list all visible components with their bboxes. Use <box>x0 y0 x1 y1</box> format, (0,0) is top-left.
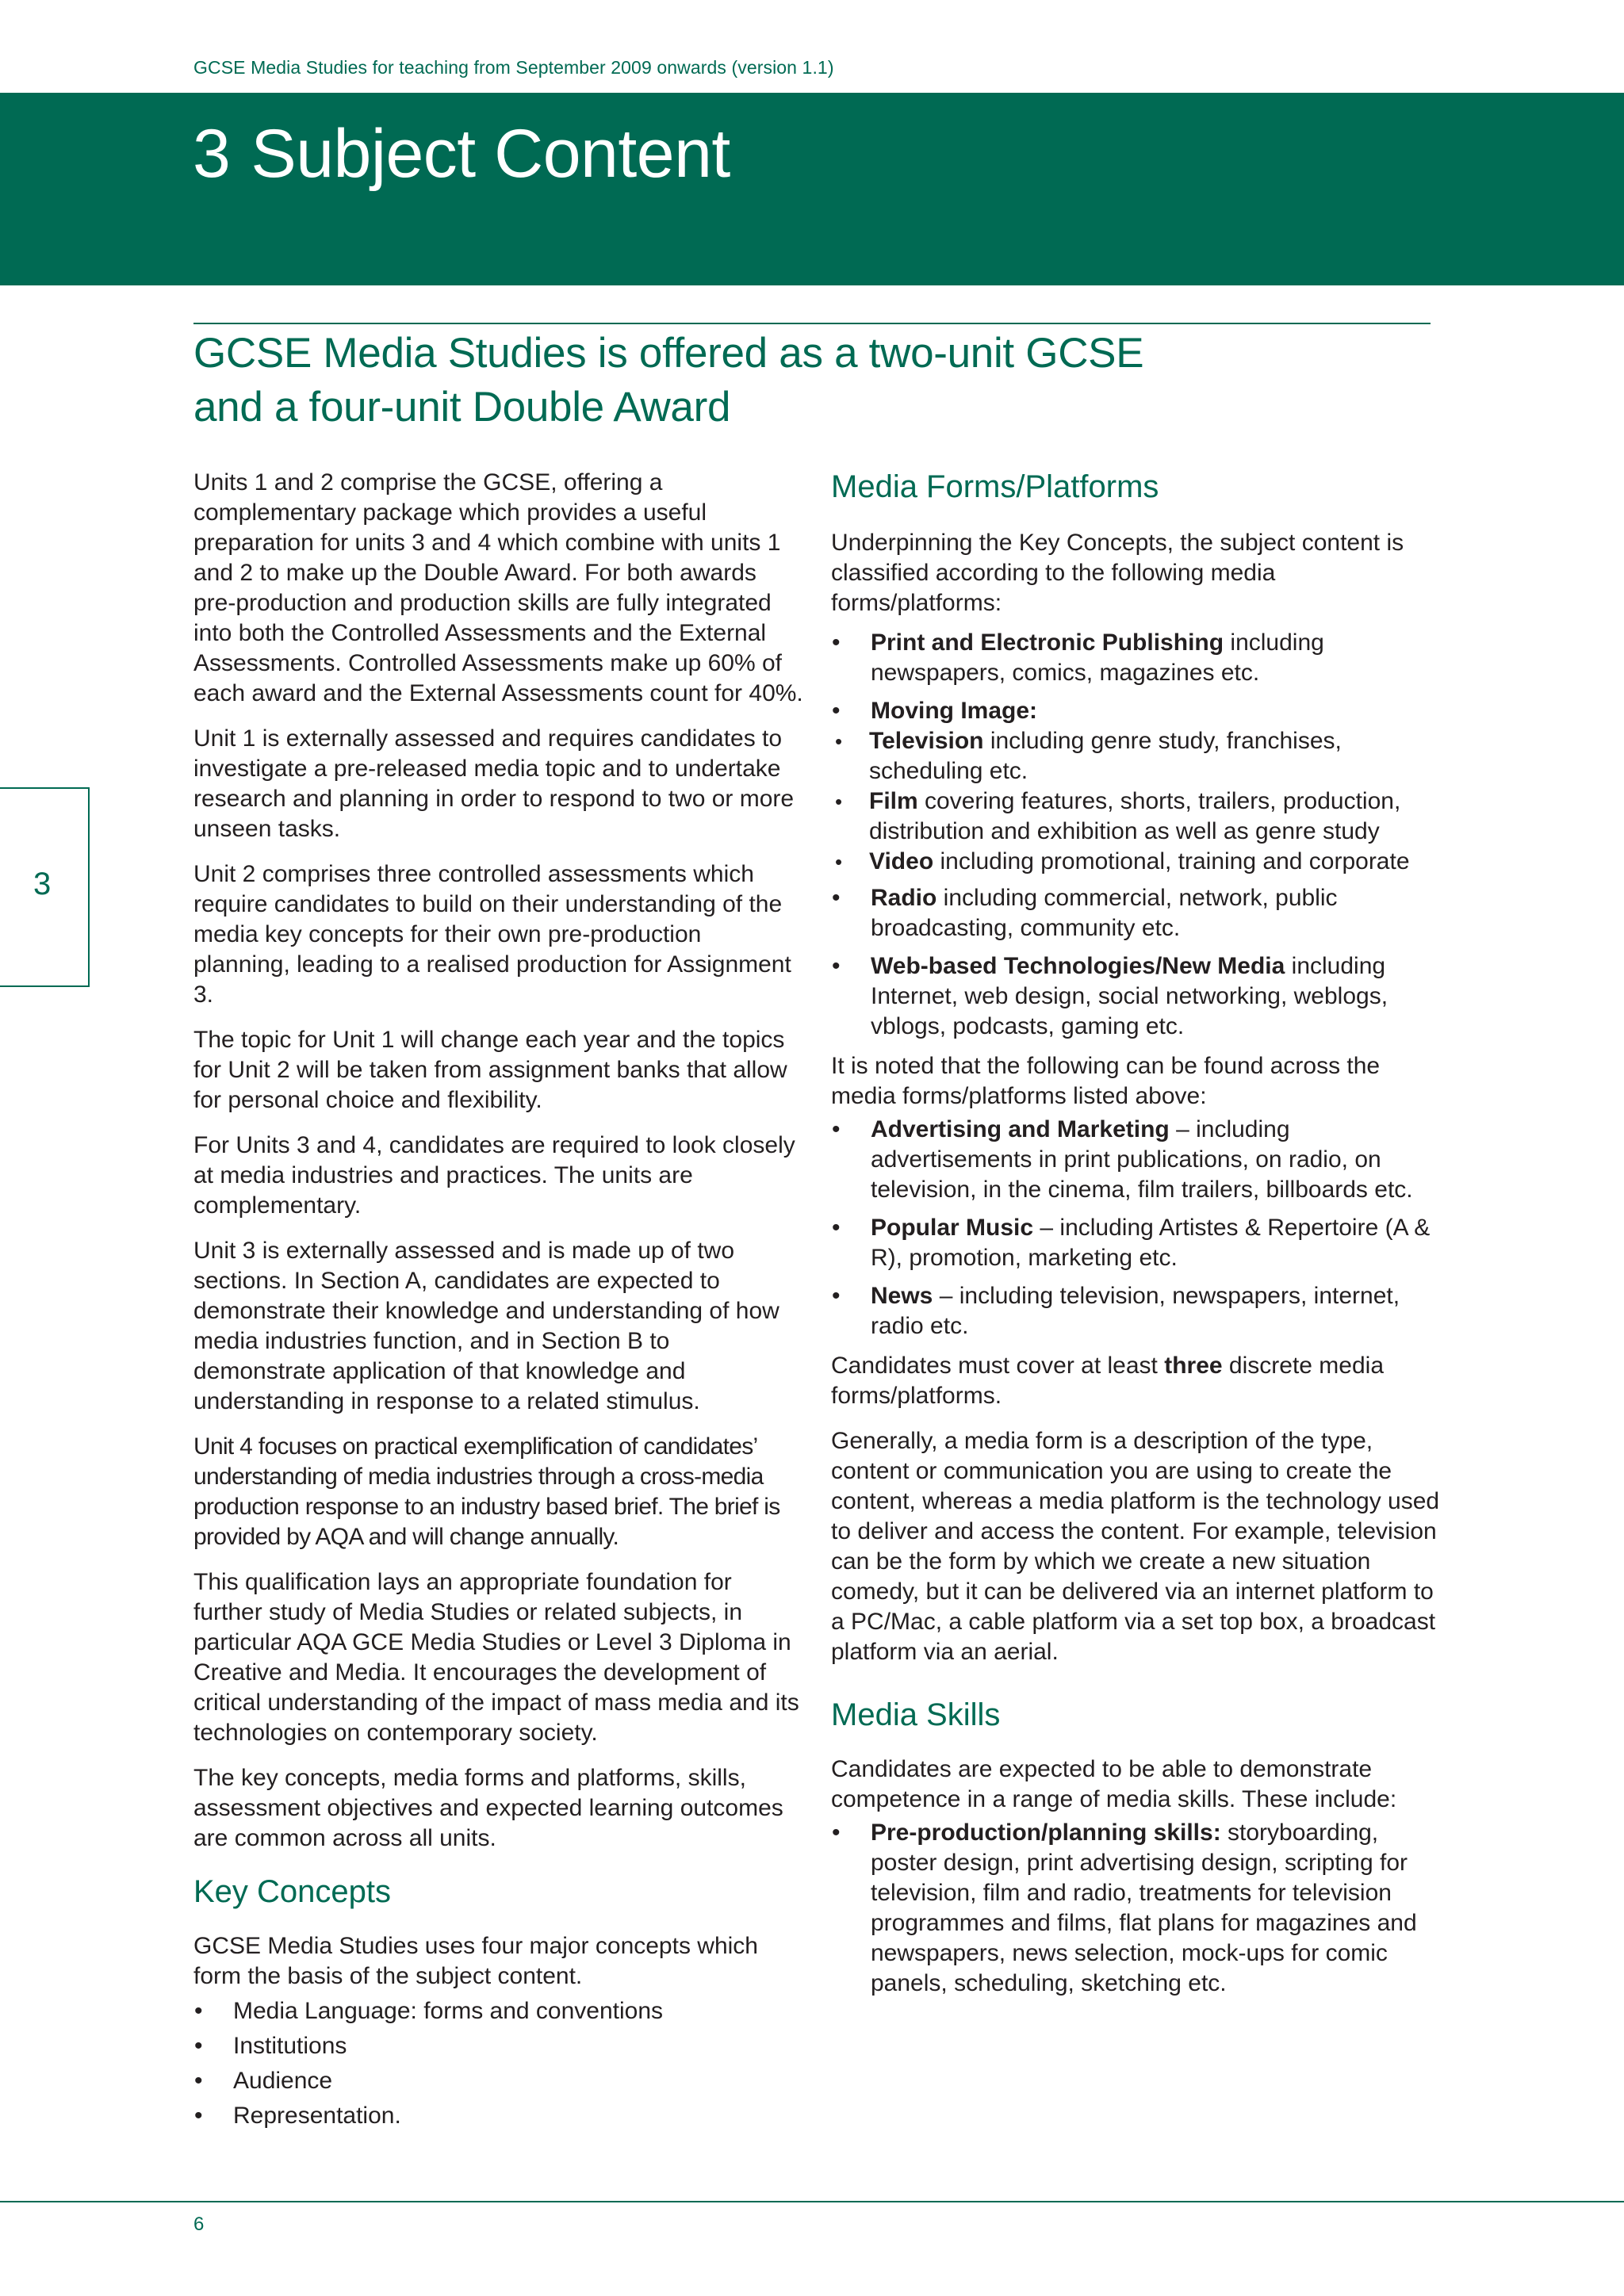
top-divider <box>193 323 1431 324</box>
list-item-radio <box>831 883 1442 943</box>
list-item-popular-music <box>831 1213 1442 1273</box>
list-item: • Institutions <box>193 2031 804 2061</box>
item-bold: Print and Electronic Publishing <box>871 629 1224 656</box>
left-column <box>193 468 804 2145</box>
cover-text: Candidates must cover at least <box>831 1353 1165 1379</box>
paragraph: Unit 4 focuses on practical exemplification of candidates’ understanding of media industries through a cross-media production response to an industry based brief. The brief is provided by AQA and will change annually. <box>193 1433 780 1550</box>
right-column <box>831 468 1442 2013</box>
item-bold: Video <box>869 848 934 874</box>
item-bold: News <box>871 1283 933 1309</box>
key-concepts-list <box>193 1996 804 2131</box>
cover-bold: three <box>1164 1353 1223 1379</box>
list-item: • Representation. <box>193 2101 804 2131</box>
list-item-web <box>831 951 1442 1042</box>
across-platforms-list <box>831 1115 1442 1341</box>
media-forms-heading: Media Forms/Platforms <box>831 469 1159 504</box>
item-text: including promotional, training and corporate <box>933 848 1410 874</box>
item-bold: Moving Image: <box>871 698 1038 724</box>
key-concepts-intro: GCSE Media Studies uses four major concepts which form the basis of the subject content. <box>193 1933 758 1989</box>
item-text: covering features, shorts, trailers, production, distribution and exhibition as well as genre study <box>869 788 1401 844</box>
noted-paragraph: It is noted that the following can be found across the media forms/platforms listed above: <box>831 1053 1381 1109</box>
generally-paragraph: Generally, a media form is a description of the type, content or communication you are using to create the content, whereas a media platform is the technology used to deliver and access the content. For example, television can be the form by which we create a new situation comedy, but it can be delivered via an internet platform to a PC/Mac, a cable platform via a set top box, a broadcast platform via an aerial. <box>831 1428 1440 1665</box>
list-item-news <box>831 1281 1442 1341</box>
running-header: GCSE Media Studies for teaching from September 2009 onwards (version 1.1) <box>193 57 834 78</box>
media-forms-intro: Underpinning the Key Concepts, the subject content is classified according to the following media forms/platforms: <box>831 530 1404 616</box>
paragraph: Unit 1 is externally assessed and requires candidates to investigate a pre-released media topic and to undertake research and planning in order to respond to two or more unseen tasks. <box>193 725 795 842</box>
media-skills-intro: Candidates are expected to be able to demonstrate competence in a range of media skills. These include: <box>831 1756 1397 1812</box>
media-forms-list <box>831 628 1442 1042</box>
item-text: – including Artistes & Repertoire (A & R), promotion, marketing etc. <box>871 1215 1431 1271</box>
section-number: 3 <box>193 116 231 192</box>
key-concepts-heading: Key Concepts <box>193 1874 392 1909</box>
item-bold: Advertising and Marketing <box>871 1116 1170 1142</box>
media-skills-list <box>831 1818 1442 1999</box>
item-bold: Television <box>869 728 984 754</box>
item-text: including genre study, franchises, scheduling etc. <box>869 728 1342 784</box>
paragraph: The topic for Unit 1 will change each year and the topics for Unit 2 will be taken from assignment banks that allow for personal choice and flexibility. <box>193 1027 787 1113</box>
paragraph: Unit 3 is externally assessed and is made up of two sections. In Section A, candidates are expected to demonstrate their knowledge and understanding of how media industries function, and in Section B to demonstrate application of that knowledge and understanding in response to a related stimulus. <box>193 1238 779 1414</box>
item-text: storyboarding, poster design, print advertising design, scripting for television, film and radio, treatments for television programmes and films, flat plans for magazines and newspapers, news selection, mock-ups for comic panels, scheduling, sketching etc. <box>871 1820 1417 1996</box>
list-item-preproduction <box>831 1818 1442 1999</box>
sub-item-television <box>831 726 1442 786</box>
item-bold: Film <box>869 788 918 814</box>
headline-line-1: GCSE Media Studies is offered as a two-unit GCSE <box>193 330 1144 377</box>
paragraph: The key concepts, media forms and platforms, skills, assessment objectives and expected learning outcomes are common across all units. <box>193 1765 783 1851</box>
list-item-moving-image <box>831 696 1442 877</box>
section-side-tab <box>0 787 90 987</box>
item-bold: Pre-production/planning skills: <box>871 1820 1221 1846</box>
item-bold: Web-based Technologies/New Media <box>871 953 1285 979</box>
item-bold: Popular Music <box>871 1215 1034 1241</box>
item-text: including Internet, web design, social networking, weblogs, vblogs, podcasts, gaming etc. <box>871 953 1388 1039</box>
section-title-text: Subject Content <box>251 116 730 192</box>
footer-divider <box>0 2201 1624 2202</box>
list-item-print <box>831 628 1442 688</box>
item-text: – including advertisements in print publications, on radio, on television, in the cinema, film trailers, billboards etc. <box>871 1116 1413 1203</box>
media-skills-heading: Media Skills <box>831 1697 1001 1732</box>
sub-item-film <box>831 786 1442 847</box>
item-text: including commercial, network, public broadcasting, community etc. <box>871 885 1338 941</box>
page-headline <box>193 327 1383 434</box>
headline-line-2: and a four-unit Double Award <box>193 384 731 430</box>
list-item: • Media Language: forms and conventions <box>193 1996 804 2026</box>
item-text: including newspapers, comics, magazines etc. <box>871 629 1324 686</box>
section-banner <box>0 93 1624 285</box>
moving-image-sublist <box>831 726 1442 877</box>
item-text: – including television, newspapers, internet, radio etc. <box>871 1283 1400 1339</box>
paragraph: This qualification lays an appropriate foundation for further study of Media Studies or related subjects, in particular AQA GCE Media Studies or Level 3 Diploma in Creative and Media. It encourages the development of critical understanding of the impact of mass media and its technologies on contemporary society. <box>193 1569 799 1746</box>
paragraph: Unit 2 comprises three controlled assessments which require candidates to build on their understanding of the media key concepts for their own pre-production planning, leading to a realised production for Assignment 3. <box>193 861 791 1008</box>
paragraph: Units 1 and 2 comprise the GCSE, offering a complementary package which provides a useful preparation for units 3 and 4 which combine with units 1 and 2 to make up the Double Award. For both awards pre-production and production skills are fully integrated into both the Controlled Assessments and the External Assessments. Controlled Assessments make up 60% of each award and the External Assessments count for 40%. <box>193 469 803 706</box>
cover-paragraph <box>831 1351 1442 1411</box>
item-bold: Radio <box>871 885 937 911</box>
page-number: 6 <box>193 2214 205 2235</box>
sub-item-video <box>831 847 1442 877</box>
section-title <box>193 115 730 193</box>
paragraph: For Units 3 and 4, candidates are required to look closely at media industries and practices. The units are complementary. <box>193 1132 795 1219</box>
list-item: • Audience <box>193 2066 804 2096</box>
cover-text-end: discrete media forms/platforms. <box>831 1353 1385 1409</box>
list-item-advertising <box>831 1115 1442 1205</box>
side-tab-number: 3 <box>33 867 52 901</box>
